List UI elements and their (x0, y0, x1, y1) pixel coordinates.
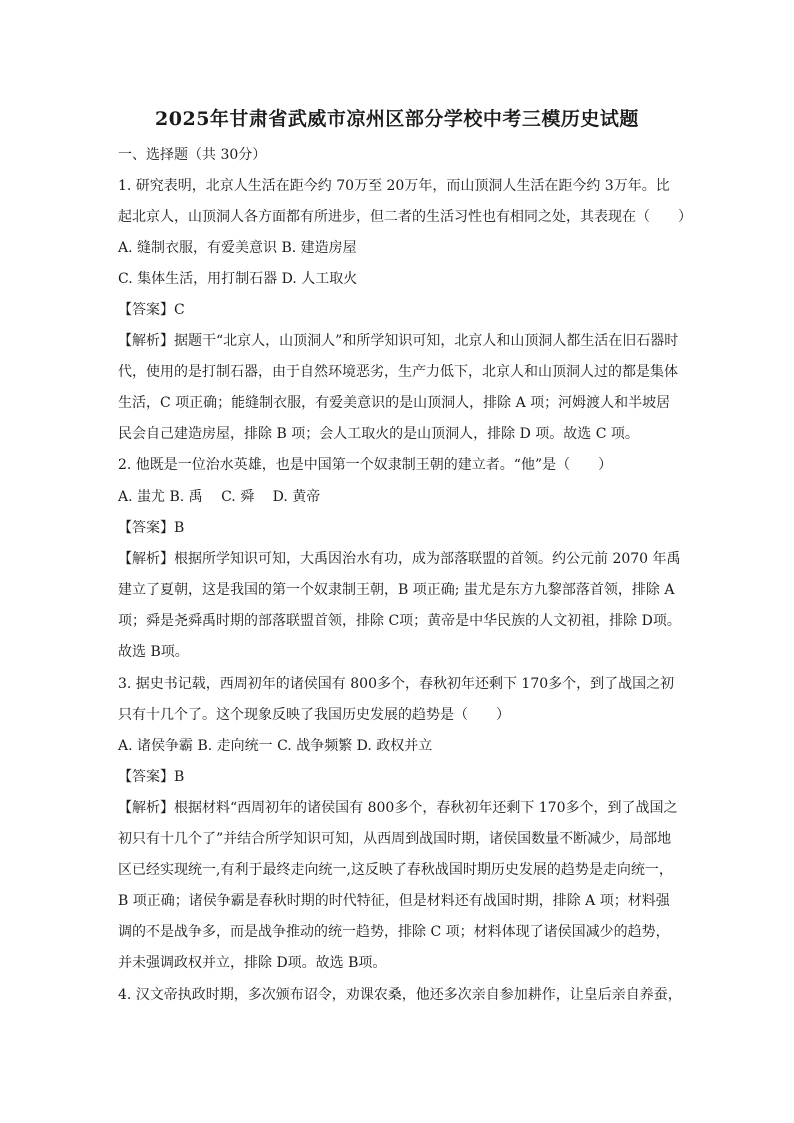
page-title: 2025年甘肃省武威市凉州区部分学校中考三模历史试题 (155, 108, 639, 130)
question-3-analysis-line-3: 区已经实现统一,有利于最终走向统一,这反映了春秋战国时期历史发展的趋势是走向统一， (118, 862, 673, 878)
question-1-answer: 【答案】C (118, 302, 185, 318)
question-2-analysis-line-4: 故选 B项。 (118, 644, 189, 660)
question-1-analysis-line-4: 民会自己建造房屋，排除 B 项；会人工取火的是山顶洞人，排除 D 项。故选 C 项。 (118, 426, 639, 442)
question-4-stem-line-1: 4. 汉文帝执政时期，多次颁布诏令，劝课农桑，他还多次亲自参加耕作，让皇后亲自养蚕， (118, 987, 682, 1003)
question-2-answer: 【答案】B (118, 520, 185, 536)
question-3-analysis-line-2: 初只有十几个了”并结合所学知识可知，从西周到战国时期，诸侯国数量不断减少，局部地 (118, 831, 672, 847)
section-heading: 一、选择题（共 30分） (118, 147, 267, 163)
question-2-stem-line-1: 2. 他既是一位治水英雄，也是中国第一个奴隶制王朝的建立者。“他”是（ ） (118, 457, 613, 473)
question-2-analysis-line-3: 项；舜是尧舜禹时期的部落联盟首领，排除 C项；黄帝是中华民族的人文初祖，排除 D项。 (118, 613, 681, 629)
question-1-analysis-line-3: 生活，C 项正确；能缝制衣服，有爱美意识的是山顶洞人，排除 A 项；河姆渡人和半坡居 (118, 395, 671, 411)
question-1-analysis-line-1: 【解析】据题干“北京人，山顶洞人”和所学知识可知，北京人和山顶洞人都生活在旧石器时 (118, 333, 679, 349)
question-3-analysis-line-1: 【解析】根据材料“西周初年的诸侯国有 800多个，春秋初年还剩下 170多个，到了战国之 (118, 800, 678, 816)
question-1-analysis-line-2: 代，使用的是打制石器，由于自然环境恶劣，生产力低下，北京人和山顶洞人过的都是集体 (118, 364, 678, 380)
question-3-stem-line-2: 只有十几个了。这个现象反映了我国历史发展的趋势是（ ） (118, 707, 510, 723)
question-3-analysis-line-6: 并未强调政权并立，排除 D项。故选 B项。 (118, 955, 387, 971)
question-3-stem-line-1: 3. 据史书记载，西周初年的诸侯国有 800多个，春秋初年还剩下 170多个，到了战国之初 (118, 676, 675, 692)
question-1-options-line-1: A. 缝制衣服，有爱美意识 B. 建造房屋 (118, 240, 357, 256)
question-2-analysis-line-2: 建立了夏朝，这是我国的第一个奴隶制王朝，B 项正确; 蚩尤是东方九黎部落首领，排除 A (118, 582, 675, 598)
question-2-options-line-1: A. 蚩尤 B. 禹 C. 舜 D. 黄帝 (118, 489, 321, 505)
question-1-stem-line-2: 起北京人，山顶洞人各方面都有所进步，但二者的生活习性也有相同之处，其表现在（ ） (118, 209, 692, 225)
question-3-answer: 【答案】B (118, 769, 185, 785)
question-3-analysis-line-5: 调的不是战争多，而是战争推动的统一趋势，排除 C 项；材料体现了诸侯国减少的趋势， (118, 924, 670, 940)
question-1-options-line-2: C. 集体生活，用打制石器 D. 人工取火 (118, 271, 358, 287)
question-1-stem-line-1: 1. 研究表明，北京人生活在距今约 70万至 20万年，而山顶洞人生活在距今约 3万年。比 (118, 178, 670, 194)
question-3-options-line-1: A. 诸侯争霸 B. 走向统一 C. 战争频繁 D. 政权并立 (118, 738, 433, 754)
question-2-analysis-line-1: 【解析】根据所学知识可知，大禹因治水有功，成为部落联盟的首领。约公元前 2070 年禹 (118, 551, 681, 567)
question-3-analysis-line-4: B 项正确；诸侯争霸是春秋时期的时代特征，但是材料还有战国时期，排除 A 项；材料强 (118, 893, 670, 909)
